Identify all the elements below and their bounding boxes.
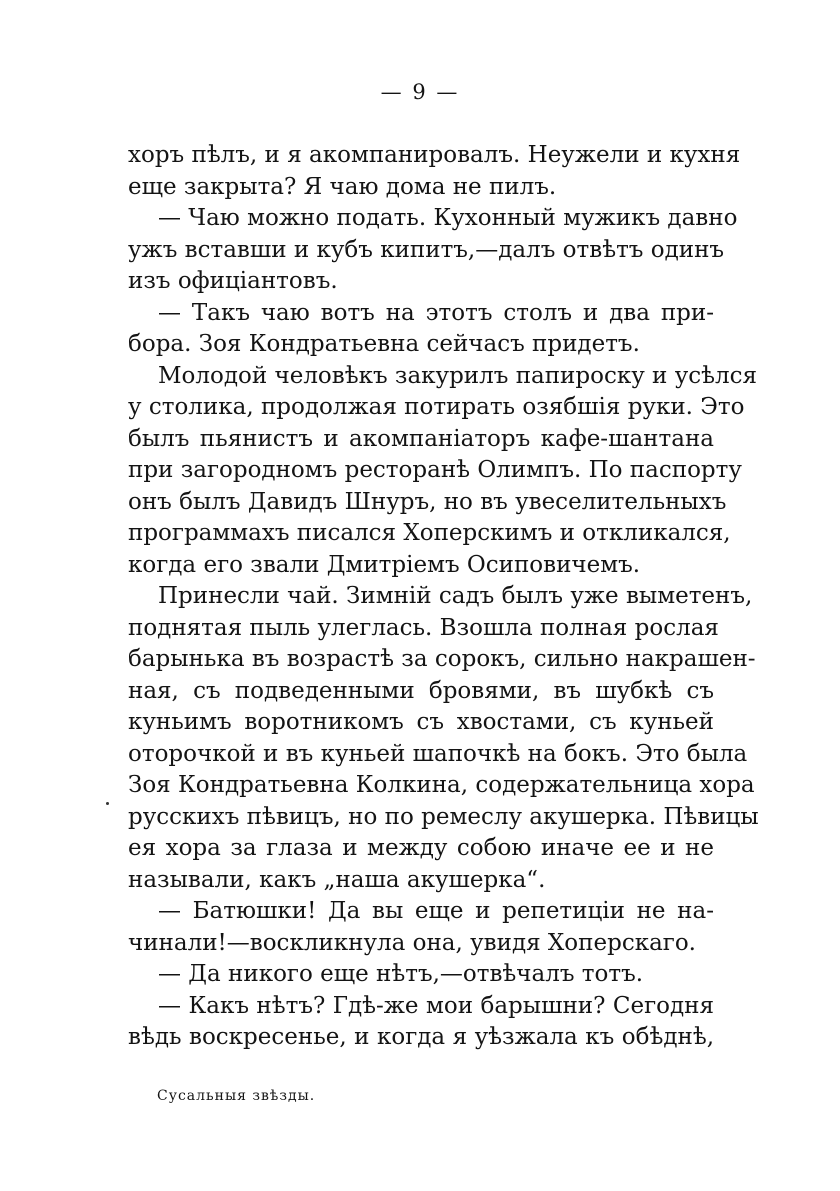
text-line: когда его звали Дмитріемъ Осиповичемъ. [128, 551, 641, 578]
text-line: — Батюшки! Да вы еще и репетиціи не на- [158, 898, 714, 924]
text-line: хоръ пѣлъ, и я акомпанировалъ. Неужели и кухня [128, 142, 741, 168]
text-line: бора. Зоя Кондратьевна сейчасъ придетъ. [128, 331, 640, 357]
text-line: русскихъ пѣвицъ, но по ремеслу акушерка. Пѣвицы [128, 803, 759, 830]
text-line: называли, какъ „наша акушерка“. [128, 866, 546, 893]
text-line: чинали!—воскликнула она, увидя Хоперскаго. [128, 929, 696, 956]
text-line: изъ офиціантовъ. [128, 268, 338, 294]
text-line: у столика, продолжая потирать озябшія руки. Это [128, 394, 745, 420]
paragraph [128, 991, 714, 1054]
text-line: Зоя Кондратьевна Колкина, содержательница хора [128, 772, 755, 798]
text-line: ужъ вставши и кубъ кипитъ,—далъ отвѣтъ одинъ [128, 236, 725, 263]
ink-speck [106, 802, 109, 805]
text-line: Принесли чай. Зимній садъ былъ уже выметенъ, [158, 583, 753, 609]
text-line: — Какъ нѣтъ? Гдѣ-же мои барышни? Сегодня [158, 992, 714, 1019]
text-line: при загородномъ ресторанѣ Олимпъ. По паспорту [128, 457, 742, 483]
text-line: ея хора за глаза и между собою иначе ее и не [128, 835, 714, 861]
text-line: поднятая пыль улеглась. Взошла полная рослая [128, 614, 719, 641]
text-line: онъ былъ Давидъ Шнуръ, но въ увеселительныхъ [128, 488, 727, 515]
signature-mark-footer: Сусальныя звѣзды. [157, 1088, 316, 1104]
paragraph [128, 140, 741, 203]
text-line: Молодой человѣкъ закурилъ папироску и усѣлся [158, 362, 757, 389]
text-line: вѣдь воскресенье, и когда я уѣзжала къ обѣднѣ, [128, 1024, 714, 1050]
text-line: — Такъ чаю вотъ на этотъ столъ и два при- [158, 299, 714, 326]
text-line: куньимъ воротникомъ съ хвостами, съ куньей [128, 709, 714, 735]
text-line: былъ пьянистъ и акомпаніаторъ кафе-шантана [128, 425, 714, 452]
text-line: — Да никого еще нѣтъ,—отвѣчалъ тотъ. [158, 961, 644, 987]
page-number: — 9 — [380, 80, 460, 104]
paragraph [128, 896, 714, 959]
body-text [128, 140, 759, 1054]
paragraph [128, 298, 714, 361]
text-line: еще закрыта? Я чаю дома не пилъ. [128, 173, 557, 200]
paragraph [128, 581, 759, 896]
text-line: — Чаю можно подать. Кухонный мужикъ давно [158, 205, 738, 231]
paragraph [128, 203, 738, 298]
paragraph [128, 361, 757, 582]
text-line: оторочкой и въ куньей шапочкѣ на бокъ. Это была [128, 740, 748, 767]
paragraph [128, 959, 714, 991]
text-line: ная, съ подведенными бровями, въ шубкѣ съ [128, 677, 714, 704]
text-line: программахъ писался Хоперскимъ и откликался, [128, 520, 731, 546]
text-line: барынька въ возрастѣ за сорокъ, сильно накрашен- [128, 646, 756, 672]
